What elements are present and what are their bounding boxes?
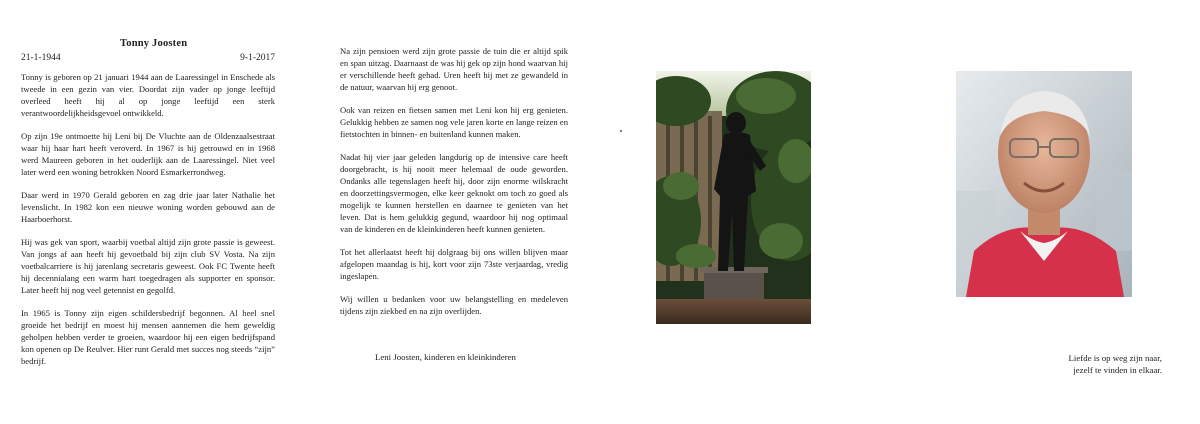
- divider-dot: [620, 130, 622, 132]
- paragraph: Hij was gek van sport, waarbij voetbal altijd zijn grote passie is geweest. Van jongs af aan heeft hij gevoetbald bij zijn club SV Vosta. Na zijn voetbalcarriere is hij jarenlang secretaris geweest. Ook FC Twente heeft hij decennialang een warm hart toegedragen als supporter en sponsor. Later heeft hij nog veel getennist en gegolfd.: [21, 237, 275, 295]
- biography-column-1: [21, 71, 275, 378]
- paragraph: Daar werd in 1970 Gerald geboren en zag drie jaar later Nathalie het levenslicht. In 1982 kon een nieuwe woning worden gebouwd aan de Haarboerhorst.: [21, 190, 275, 224]
- deceased-name: Tonny Joosten: [120, 38, 188, 49]
- statue-photo: [656, 71, 811, 324]
- panel-portrait: [900, 0, 1200, 424]
- birth-date: 21-1-1944: [21, 53, 61, 63]
- paragraph: Nadat hij vier jaar geleden langdurig op de intensive care heeft doorgebracht, is hij nooit meer helemaal de oude geworden. Ondanks alle tegenslagen heeft hij, door zijn enorme wilskracht en doorzettingsvermogen, elke keer geknokt om toch zo goed als mogelijk te kunnen herstellen en daarnee te genieten van het leven. Dat is hem gelukkig gegund, waardoor hij nog optimaal van de kinderen en de kleinkinderen heeft kunnen genieten.: [340, 152, 568, 234]
- panel-statue-photo: [600, 0, 900, 424]
- closing-quote: [1069, 352, 1162, 376]
- paragraph: Tot het allerlaatst heeft hij dolgraag bij ons willen blijven maar afgelopen maandag is hij, kort voor zijn 73ste verjaardag, vredig ingeslapen.: [340, 247, 568, 281]
- panel-biography-left: [0, 0, 300, 424]
- paragraph: Na zijn pensioen werd zijn grote passie de tuin die er altijd spik en span uitzag. Daarnaast de was hij gek op zijn hond waarvan hij er verschillende heeft gehad. Uren heeft hij met ze gewandeld in de natuur, waarvan hij erg genoot.: [340, 46, 568, 92]
- paragraph: In 1965 is Tonny zijn eigen schildersbedrijf begonnen. Al heel snel groeide het bedrijf en moest hij mensen aannemen die hem geweldig geholpen hebben verder te groeien, waardoor hij een eigen bedrijfspand kon openen op De Reulver. Hier runt Gerald met succes nog steeds “zijn” bedrijf.: [21, 308, 275, 366]
- paragraph: Ook van reizen en fietsen samen met Leni kon hij erg genieten. Gelukkig hebben ze samen nog vele jaren korte en lange reizen en fietstochten in binnen- en buitenland kunnen maken.: [340, 105, 568, 139]
- paragraph: Tonny is geboren op 21 januari 1944 aan de Laaressingel in Enschede als tweede in een gezin van vier. Doordat zijn vader op jonge leeftijd overleed heeft hij al op jonge leeftijd een sterk verantwoordelijkheidsgevoel ontwikkeld.: [21, 72, 275, 118]
- biography-column-2: [340, 45, 568, 328]
- portrait-photo: [956, 71, 1132, 297]
- paragraph: Op zijn 19e ontmoette hij Leni bij De Vluchte aan de Oldenzaalsestraat waar hij haar hart heeft veroverd. In 1967 is hij getrouwd en in 1968 werd Maureen geboren in het ouderlijk aan de Laaressingel. Niet veel later werd een woning betrokken Noord Esmarkerrondweg.: [21, 131, 275, 177]
- death-date: 9-1-2017: [240, 53, 275, 63]
- quote-line-2: jezelf te vinden in elkaar.: [1073, 365, 1162, 375]
- family-signature: Leni Joosten, kinderen en kleinkinderen: [375, 352, 516, 362]
- paragraph: Wij willen u bedanken voor uw belangstelling en medeleven tijdens zijn ziekbed en na zijn overlijden.: [340, 294, 568, 316]
- panel-biography-right: [300, 0, 600, 424]
- quote-line-1: Liefde is op weg zijn naar,: [1068, 353, 1162, 363]
